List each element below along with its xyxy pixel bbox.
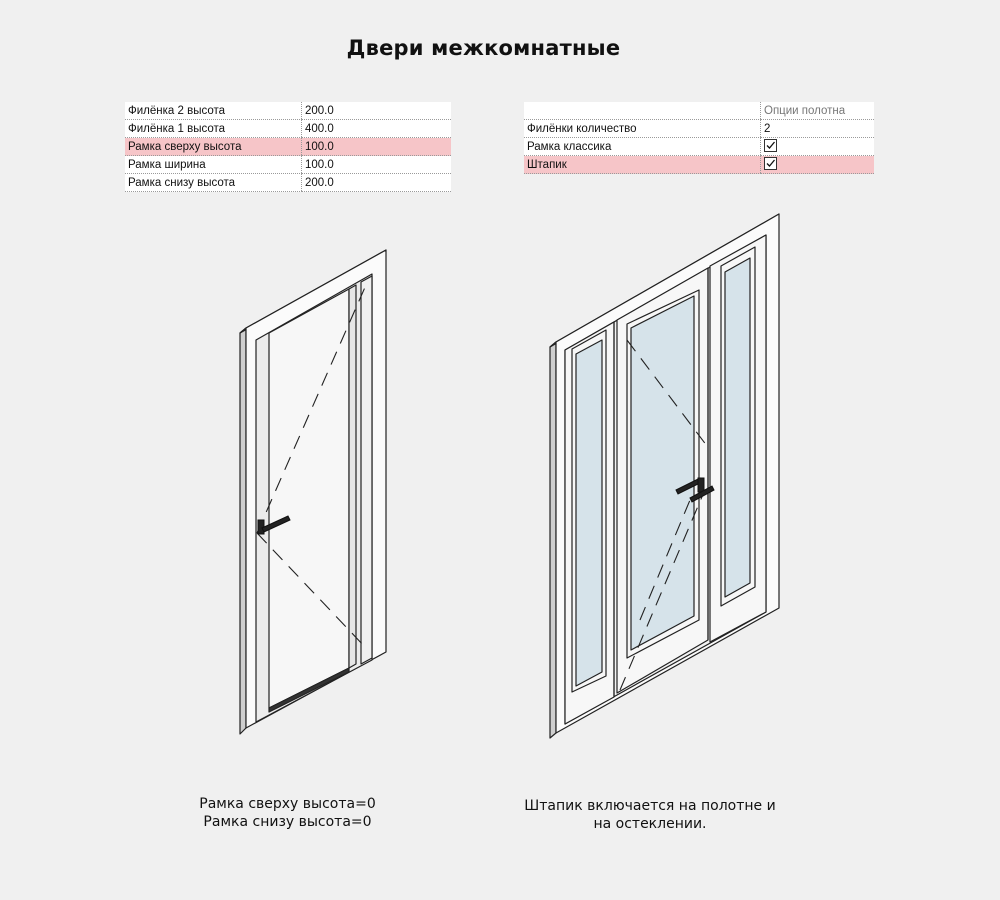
param-value[interactable]: 100.0 [302, 156, 452, 174]
caption-right [505, 797, 795, 833]
param-name: Рамка ширина [125, 156, 302, 174]
checkbox-rama-klassika[interactable] [764, 139, 777, 152]
table-row[interactable] [524, 120, 874, 138]
checkbox-shtapik[interactable] [764, 157, 777, 170]
check-icon [765, 158, 776, 169]
option-checkbox-cell [761, 138, 875, 156]
option-name: Филёнки количество [524, 120, 761, 138]
param-name: Филёнка 2 высота [125, 102, 302, 120]
option-name: Штапик [524, 156, 761, 174]
param-value[interactable]: 200.0 [302, 174, 452, 192]
caption-left [180, 795, 395, 831]
door-illustration-right [545, 210, 785, 745]
option-checkbox-cell [761, 156, 875, 174]
option-value[interactable]: 2 [761, 120, 875, 138]
caption-line: Рамка снизу высота=0 [203, 814, 372, 830]
caption-line: на остеклении. [593, 816, 707, 832]
header-empty-cell [524, 102, 761, 120]
option-name: Рамка классика [524, 138, 761, 156]
table-row[interactable] [125, 102, 451, 120]
check-icon [765, 140, 776, 151]
param-value[interactable]: 400.0 [302, 120, 452, 138]
parameters-table [125, 102, 451, 192]
param-name: Рамка сверху высота [125, 138, 302, 156]
caption-line: Штапик включается на полотне и [524, 798, 776, 814]
param-name: Филёнка 1 высота [125, 120, 302, 138]
options-header-row [524, 102, 874, 120]
table-row[interactable] [125, 156, 451, 174]
table-row[interactable] [125, 174, 451, 192]
table-row[interactable] [125, 120, 451, 138]
door-illustration-left [235, 245, 395, 745]
param-value[interactable]: 100.0 [302, 138, 452, 156]
param-name: Рамка снизу высота [125, 174, 302, 192]
table-row[interactable] [524, 138, 874, 156]
caption-line: Рамка сверху высота=0 [199, 796, 376, 812]
page-title: Двери межкомнатные [346, 36, 621, 60]
table-row-highlighted[interactable] [524, 156, 874, 174]
options-table [524, 102, 874, 174]
param-value[interactable]: 200.0 [302, 102, 452, 120]
options-header: Опции полотна [761, 102, 875, 120]
table-row-highlighted[interactable] [125, 138, 451, 156]
